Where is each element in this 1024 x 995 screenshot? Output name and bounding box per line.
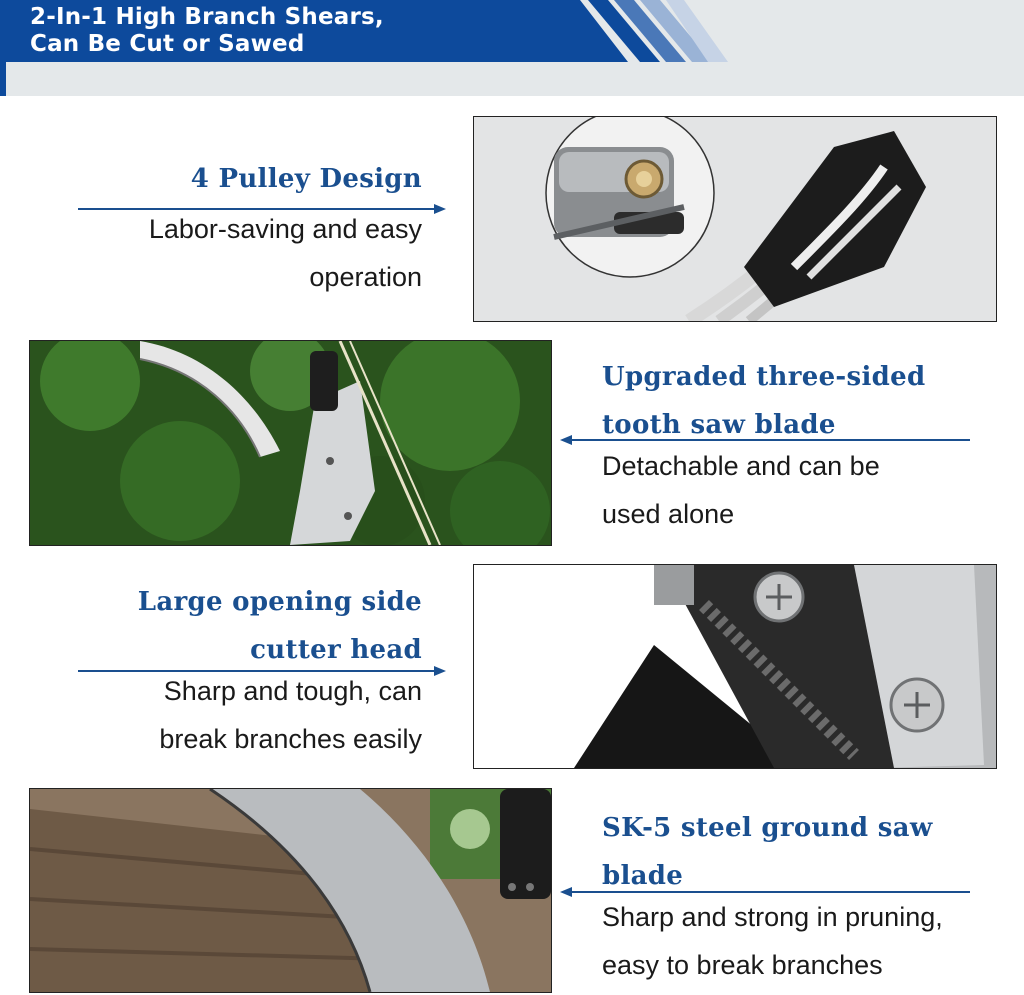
feature-2-description bbox=[602, 442, 880, 538]
feature-2-heading-line-1: Upgraded three-sided bbox=[602, 362, 926, 392]
feature-3-desc-line-1: Sharp and tough, can bbox=[163, 676, 422, 706]
feature-2-heading-line-2: tooth saw blade bbox=[602, 410, 836, 440]
feature-2-desc-line-2: used alone bbox=[602, 499, 735, 529]
feature-4-desc-line-1: Sharp and strong in pruning, bbox=[602, 902, 943, 932]
feature-4-heading-line-2: blade bbox=[602, 861, 684, 891]
feature-3-heading-line-2: cutter head bbox=[250, 635, 422, 665]
feature-1-heading: 4 Pulley Design bbox=[190, 164, 422, 194]
feature-3-desc-line-2: break branches easily bbox=[159, 724, 422, 754]
feature-3-photo bbox=[473, 564, 997, 769]
title-line-1: 2-In-1 High Branch Shears, bbox=[30, 4, 384, 30]
feature-3-heading-line-1: Large opening side bbox=[137, 587, 422, 617]
feature-1-description bbox=[149, 205, 422, 301]
feature-1-desc-line-2: operation bbox=[309, 262, 422, 292]
page-title bbox=[30, 4, 384, 58]
feature-2-desc-line-1: Detachable and can be bbox=[602, 451, 880, 481]
feature-4-photo bbox=[29, 788, 552, 993]
feature-3-description bbox=[159, 667, 422, 763]
feature-1-photo bbox=[473, 116, 997, 322]
feature-4-heading-line-1: SK-5 steel ground saw bbox=[602, 813, 933, 843]
feature-4-desc-line-2: easy to break branches bbox=[602, 950, 883, 980]
feature-1-desc-line-1: Labor-saving and easy bbox=[148, 214, 422, 244]
feature-4-description bbox=[602, 893, 943, 989]
title-line-2: Can Be Cut or Sawed bbox=[30, 31, 305, 57]
feature-3-heading bbox=[138, 578, 422, 674]
feature-2-photo bbox=[29, 340, 552, 546]
